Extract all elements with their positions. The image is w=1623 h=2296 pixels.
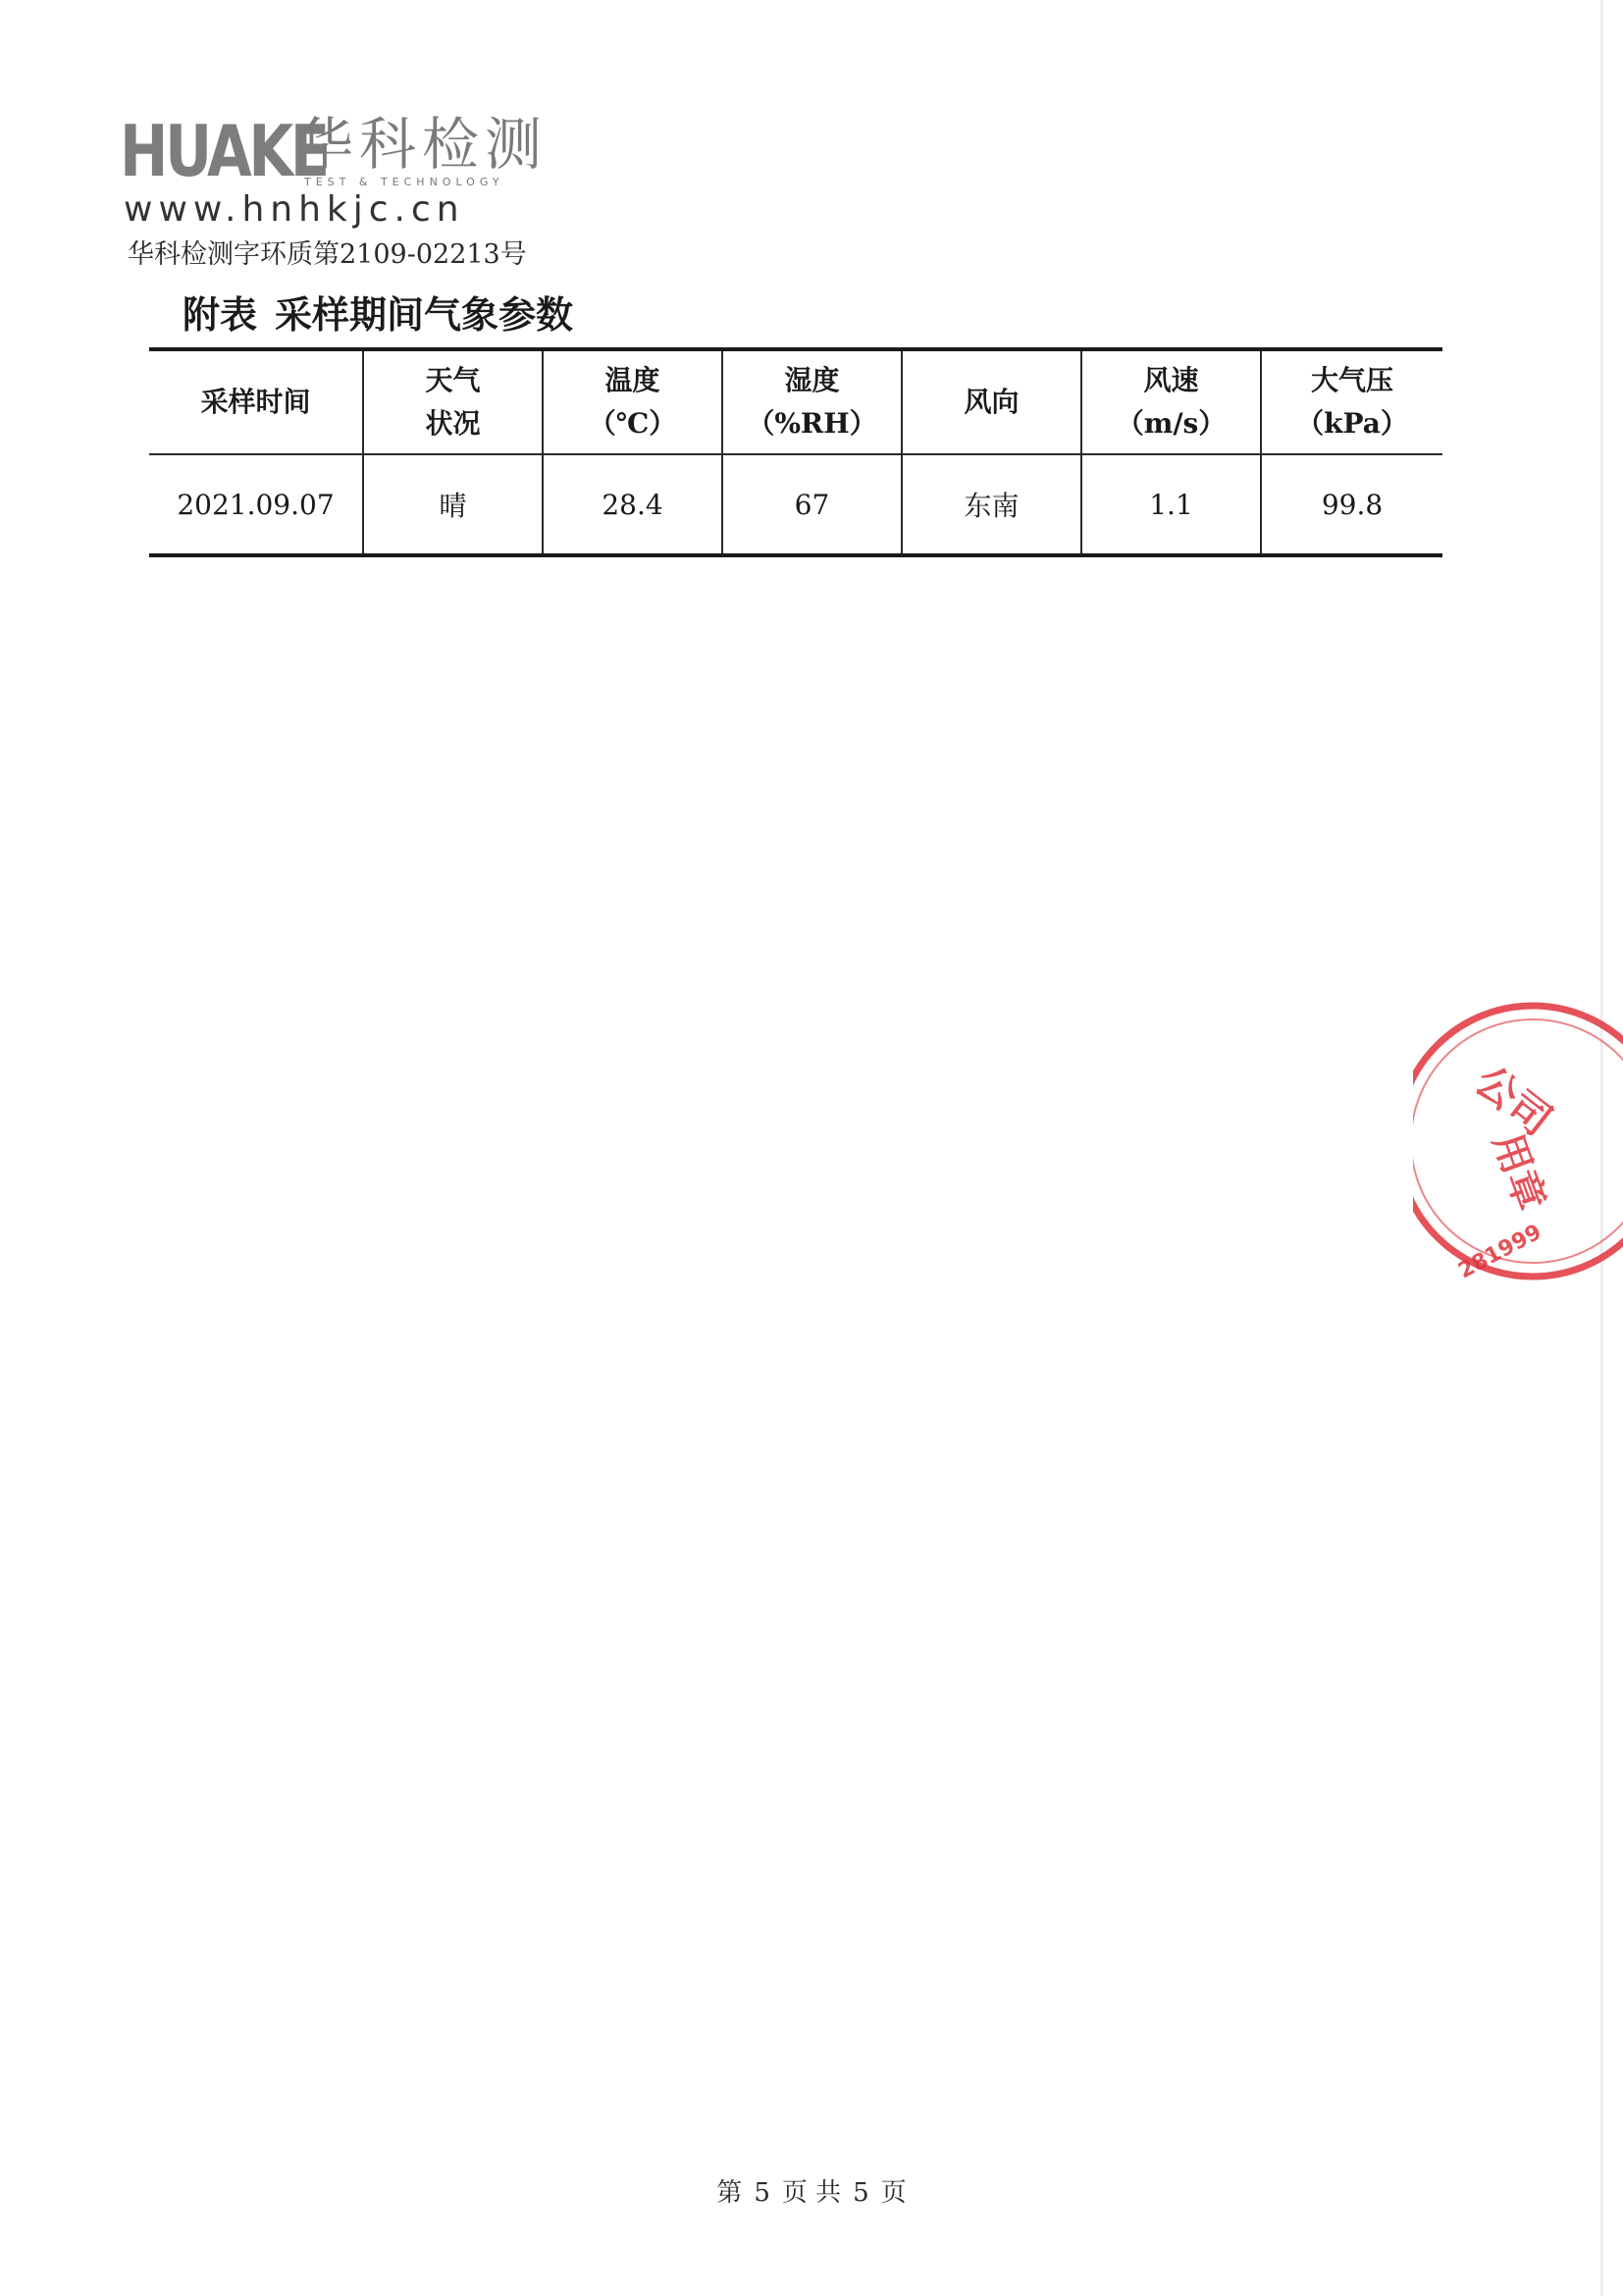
company-url: www.hnhkjc.cn [124,189,465,230]
logo-subtitle: TEST & TECHNOLOGY [304,176,504,188]
col-pressure: 大气压 （kPa） [1261,349,1442,454]
footer-page-current: 5 [754,2178,770,2208]
col-weather: 天气 状况 [363,349,543,454]
cell-humidity: 67 [722,454,902,555]
cell-wind-direction: 东南 [902,454,1081,555]
col-temperature: 温度 （℃） [543,349,722,454]
col-sampling-time: 采样时间 [149,349,363,454]
cell-temperature: 28.4 [543,454,722,555]
cell-wind-speed: 1.1 [1081,454,1261,555]
footer-page-total: 5 [853,2178,869,2208]
cell-pressure: 99.8 [1261,454,1442,555]
weather-table [149,347,1442,557]
table-row [149,454,1442,555]
table-title-prefix: 附表 [183,293,258,337]
table-header-row [149,349,1442,454]
footer-label-post: 页 [880,2178,907,2208]
footer-label-mid: 页 共 [781,2178,842,2208]
col-humidity: 湿度 （%RH） [722,349,902,454]
table-title-text: 采样期间气象参数 [275,293,574,337]
cell-date: 2021.09.07 [149,454,363,555]
cell-weather: 晴 [363,454,543,555]
seal-text: 公司 [1466,1056,1561,1145]
seal-text-2: 用章 [1484,1127,1553,1218]
page-footer [0,2172,1623,2209]
company-seal-stamp [1413,979,1623,1303]
logo-chinese-name: 华科检测 [296,111,549,178]
seal-code: 281999 [1454,1220,1546,1284]
footer-label-pre: 第 [716,2178,743,2208]
company-logo [120,108,551,230]
col-wind-direction: 风向 [902,349,1081,454]
table-title [183,293,574,337]
report-number: 华科检测字环质第2109-02213号 [128,239,527,270]
logo-mark: HUAKE [120,110,327,192]
col-wind-speed: 风速 （m/s） [1081,349,1261,454]
